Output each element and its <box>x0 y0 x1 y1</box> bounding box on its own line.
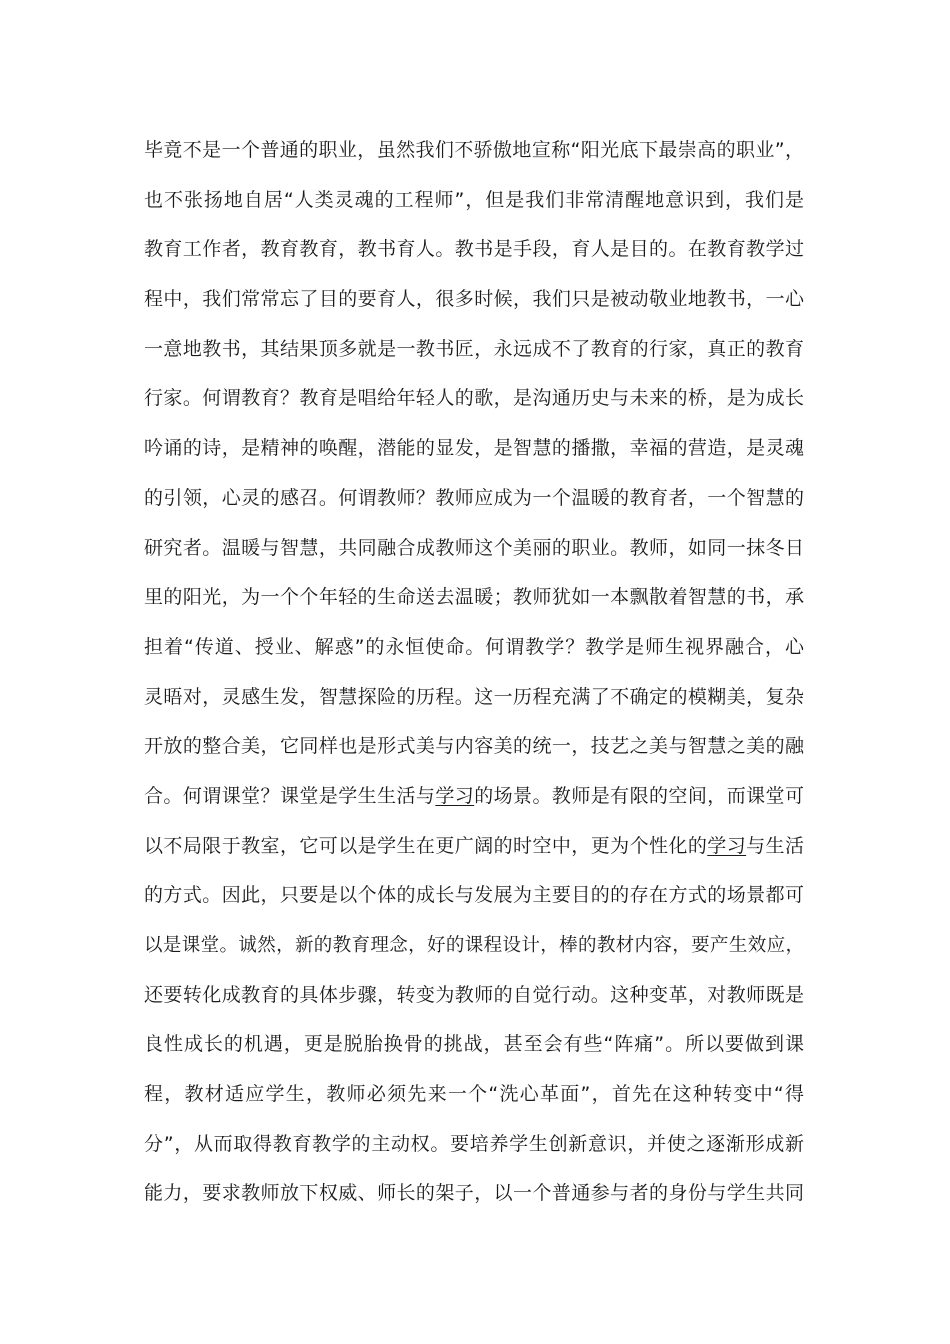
text-line: 毕竟不是一个普通的职业，虽然我们不骄傲地宣称“阳光底下最崇高的职业”， <box>144 139 804 161</box>
text-segment: 合。何谓课堂？课堂是学生生活与 <box>144 784 436 807</box>
text-line: 研究者。温暖与智慧，共同融合成教师这个美丽的职业。教师，如同一抹冬日 <box>144 536 804 559</box>
text-line: 的引领，心灵的感召。何谓教师？教师应成为一个温暖的教育者，一个智慧的 <box>144 486 804 509</box>
study-link[interactable]: 学习 <box>707 834 747 857</box>
text-line: 吟诵的诗，是精神的唤醒，潜能的显发，是智慧的播撒，幸福的营造，是灵魂 <box>144 437 804 460</box>
text-line: 担着“传道、授业、解惑”的永恒使命。何谓教学？教学是师生视界融合，心 <box>144 635 804 658</box>
text-line: 以是课堂。诚然，新的教育理念，好的课程设计，棒的教材内容，要产生效应， <box>144 935 804 956</box>
text-line: 一意地教书，其结果顶多就是一教书匠，永远成不了教育的行家，真正的教育 <box>144 337 804 360</box>
text-line: 教育工作者，教育教育，教书育人。教书是手段，育人是目的。在教育教学过 <box>144 238 804 261</box>
text-line <box>144 772 804 822</box>
text-segment: 的场景。教师是有限的空间，而课堂可 <box>474 784 804 807</box>
text-line: 里的阳光，为一个个年轻的生命送去温暖；教师犹如一本飘散着智慧的书，承 <box>144 586 804 609</box>
text-segment: 以不局限于教室，它可以是学生在更广阔的时空中，更为个性化的 <box>144 834 708 857</box>
text-line: 还要转化成教育的具体步骤，转变为教师的自觉行动。这种变革，对教师既是 <box>144 983 804 1006</box>
text-line: 良性成长的机遇，更是脱胎换骨的挑战，甚至会有些“阵痛”。所以要做到课 <box>144 1033 804 1056</box>
body-paragraph <box>144 126 804 1219</box>
text-line: 的方式。因此，只要是以个体的成长与发展为主要目的的存在方式的场景都可 <box>144 884 804 907</box>
text-line: 能力，要求教师放下权威、师长的架子，以一个普通参与者的身份与学生共同 <box>144 1182 804 1205</box>
text-line: 灵晤对，灵感生发，智慧探险的历程。这一历程充满了不确定的模糊美，复杂 <box>144 685 804 708</box>
text-line: 行家。何谓教育？教育是唱给年轻人的歌，是沟通历史与未来的桥，是为成长 <box>144 387 804 410</box>
text-line: 开放的整合美，它同样也是形式美与内容美的统一，技艺之美与智慧之美的融 <box>144 735 804 758</box>
text-segment: 与生活 <box>746 834 804 857</box>
text-line: 程，教材适应学生，教师必须先来一个“洗心革面”，首先在这种转变中“得 <box>144 1083 804 1106</box>
text-line: 程中，我们常常忘了目的要育人，很多时候，我们只是被动敬业地教书，一心 <box>144 288 804 311</box>
text-line <box>144 822 804 872</box>
study-link[interactable]: 学习 <box>435 784 475 807</box>
text-line: 分”，从而取得教育教学的主动权。要培养学生创新意识，并使之逐渐形成新 <box>144 1132 804 1155</box>
text-line: 也不张扬地自居“人类灵魂的工程师”，但是我们非常清醒地意识到，我们是 <box>144 188 804 211</box>
